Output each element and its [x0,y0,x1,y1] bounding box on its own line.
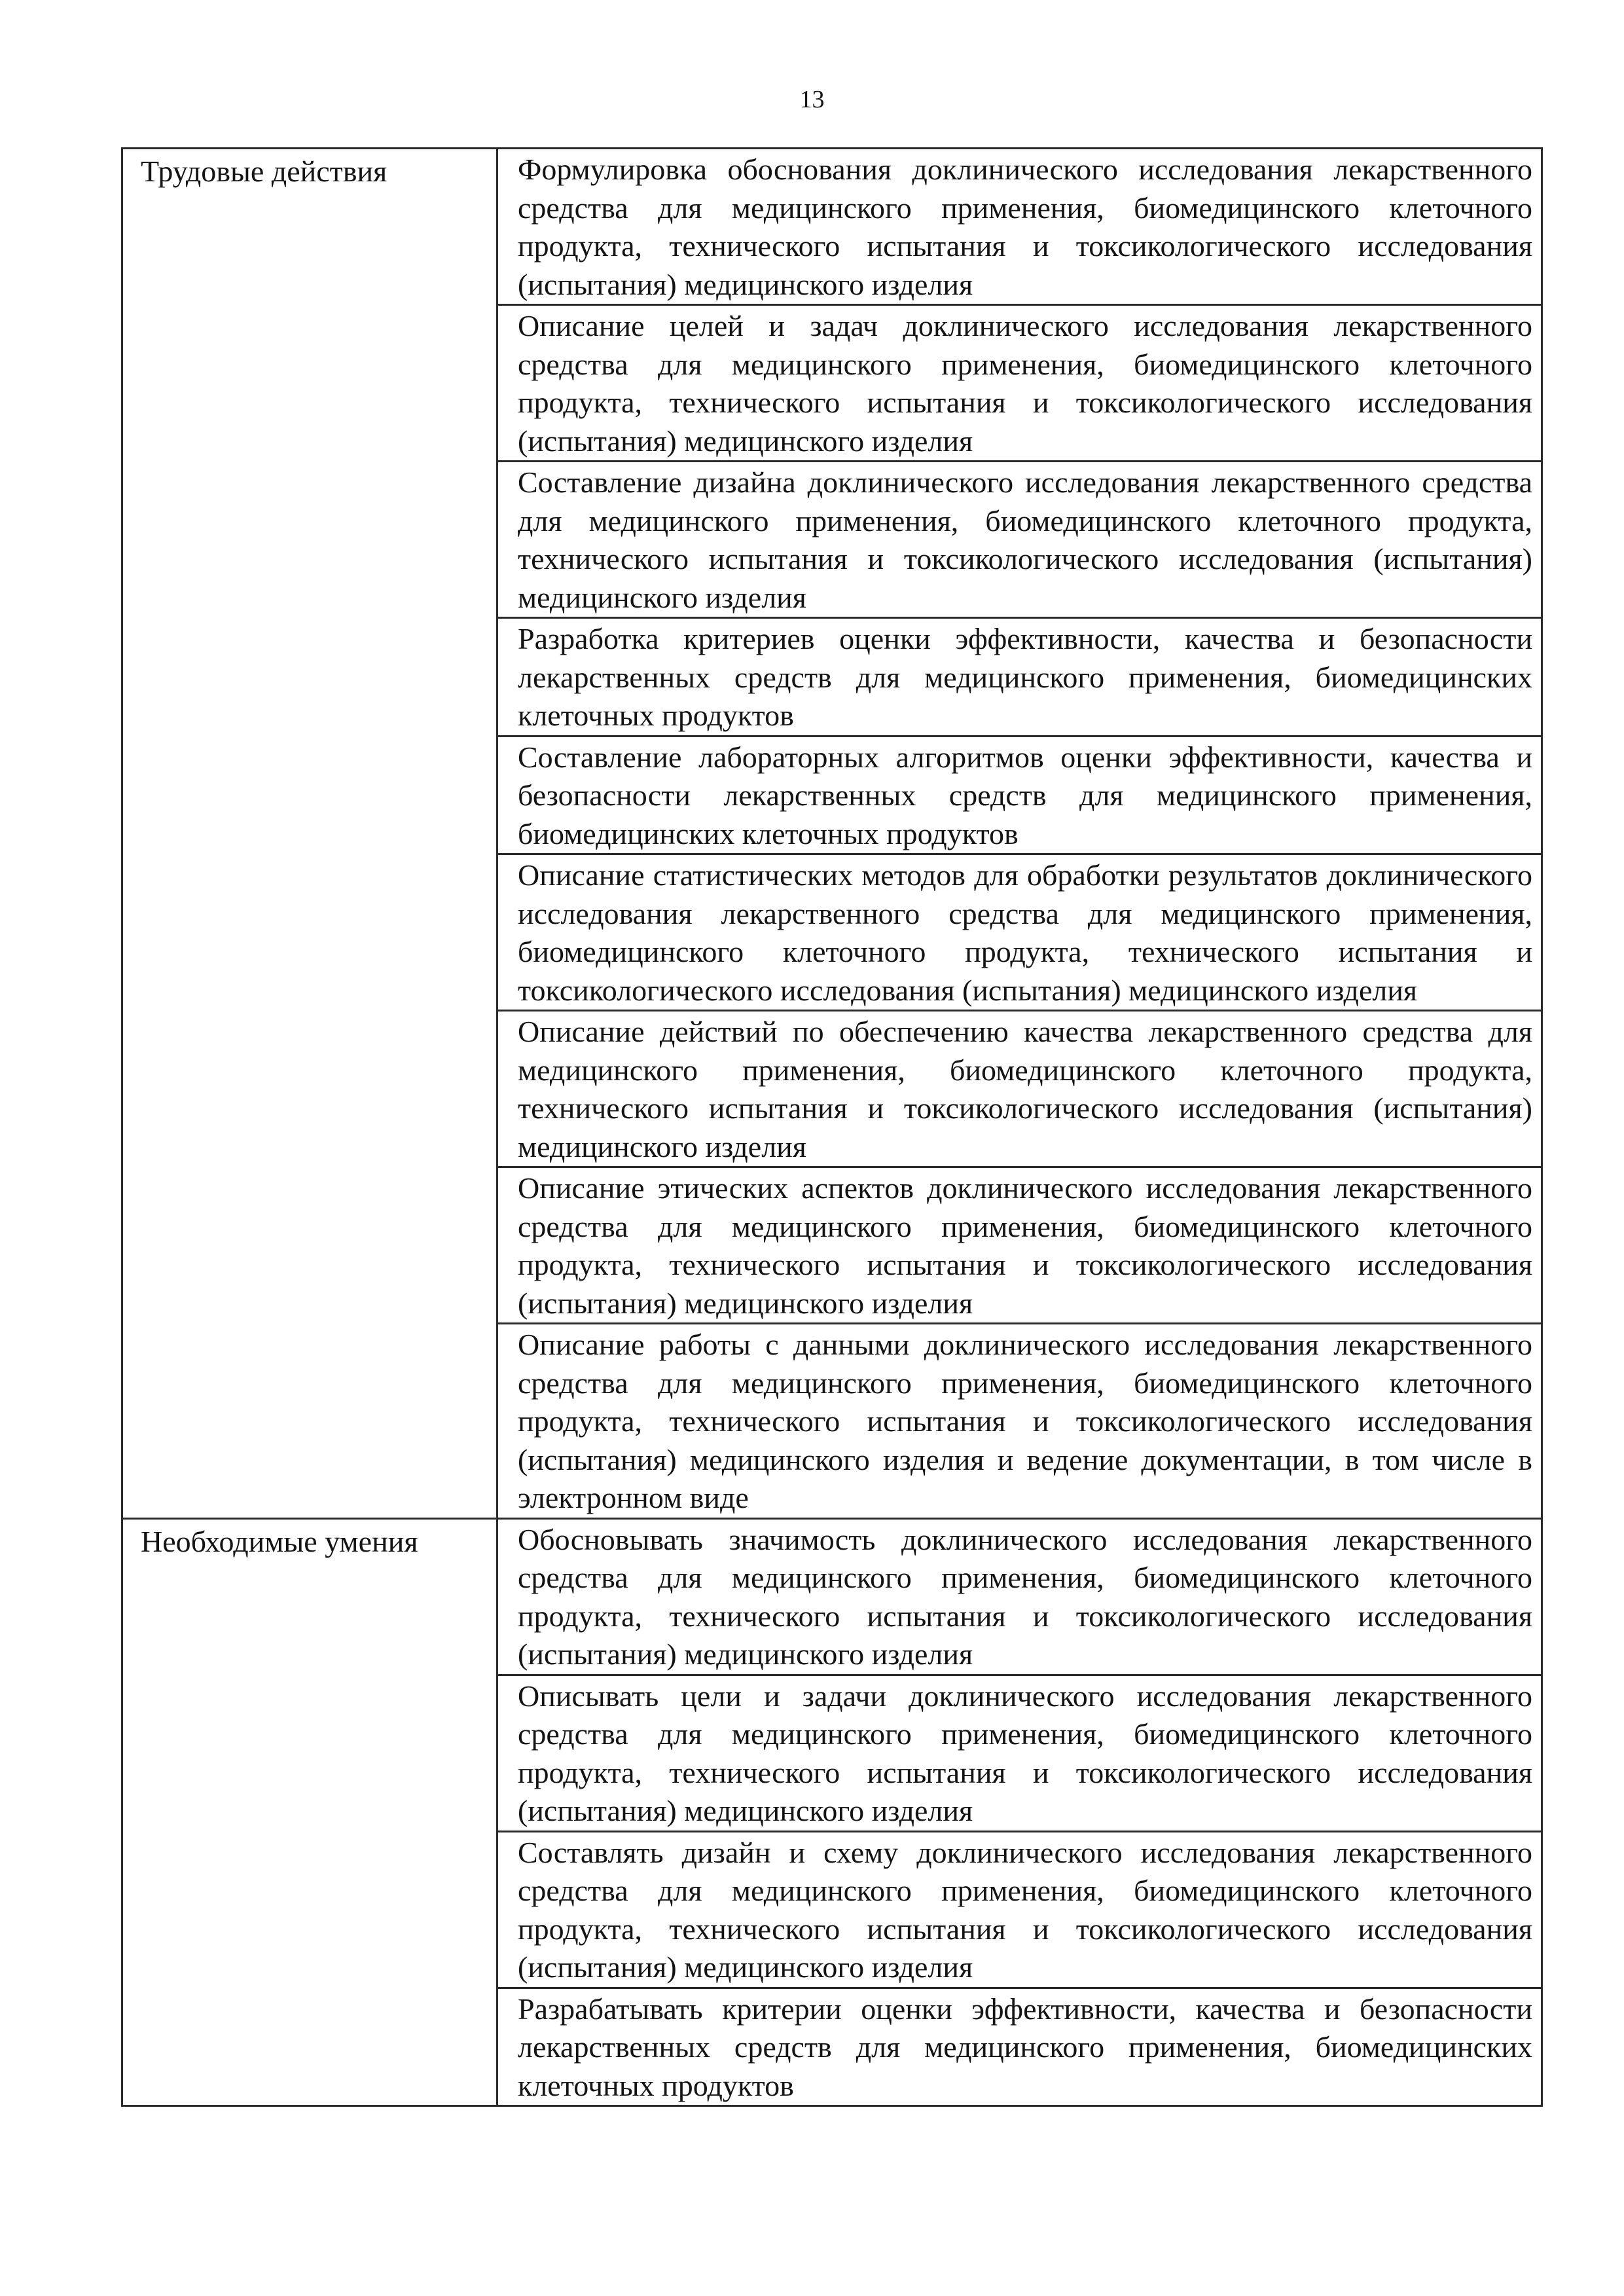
table-cell-item: Обосновывать значимость доклинического исследования лекарственного средства для медицинского применения, биомедицинского клеточного продукта, технического испытания и токсикологического исследования (испытания) медицинского изделия [497,1518,1542,1675]
table-cell-item: Описание работы с данными доклинического исследования лекарственного средства для медицинского применения, биомедицинского клеточного продукта, технического испытания и токсикологического исследования (испытания) медицинского изделия и ведение документации, в том числе в электронном виде [497,1324,1542,1519]
table-cell-item: Описание этических аспектов доклинического исследования лекарственного средства для медицинского применения, биомедицинского клеточного продукта, технического испытания и токсикологического исследования (испытания) медицинского изделия [497,1167,1542,1324]
table-cell-item: Формулировка обоснования доклинического исследования лекарственного средства для медицинского применения, биомедицинского клеточного продукта, технического испытания и токсикологического исследования (испытания) медицинского изделия [497,149,1542,305]
table-cell-item: Разработка критериев оценки эффективности, качества и безопасности лекарственных средств для медицинского применения, биомедицинских клеточных продуктов [497,618,1542,737]
table-cell-item: Составление лабораторных алгоритмов оценки эффективности, качества и безопасности лекарственных средств для медицинского применения, биомедицинских клеточных продуктов [497,736,1542,854]
table-cell-item: Описание статистических методов для обработки результатов доклинического исследования лекарственного средства для медицинского применения, биомедицинского клеточного продукта, технического испытания и токсикологического исследования (испытания) медицинского изделия [497,854,1542,1011]
table-cell-item: Описание целей и задач доклинического исследования лекарственного средства для медицинского применения, биомедицинского клеточного продукта, технического испытания и токсикологического исследования (испытания) медицинского изделия [497,305,1542,462]
table-cell-item: Описывать цели и задачи доклинического исследования лекарственного средства для медицинского применения, биомедицинского клеточного продукта, технического испытания и токсикологического исследования (испытания) медицинского изделия [497,1675,1542,1831]
section-label-labor-actions: Трудовые действия [122,149,497,1519]
section-label-required-skills: Необходимые умения [122,1518,497,2106]
table-row [122,149,1542,305]
table-cell-item: Составление дизайна доклинического исследования лекарственного средства для медицинского применения, биомедицинского клеточного продукта, технического испытания и токсикологического исследования (испытания) медицинского изделия [497,462,1542,618]
job-functions-table [121,147,1543,2107]
table-cell-item: Описание действий по обеспечению качества лекарственного средства для медицинского применения, биомедицинского клеточного продукта, технического испытания и токсикологического исследования (испытания) медицинского изделия [497,1011,1542,1167]
table-row [122,1518,1542,1675]
table-cell-item: Разрабатывать критерии оценки эффективности, качества и безопасности лекарственных средств для медицинского применения, биомедицинских клеточных продуктов [497,1988,1542,2106]
page-number: 13 [799,86,825,113]
table-cell-item: Составлять дизайн и схему доклинического исследования лекарственного средства для медицинского применения, биомедицинского клеточного продукта, технического испытания и токсикологического исследования (испытания) медицинского изделия [497,1831,1542,1988]
